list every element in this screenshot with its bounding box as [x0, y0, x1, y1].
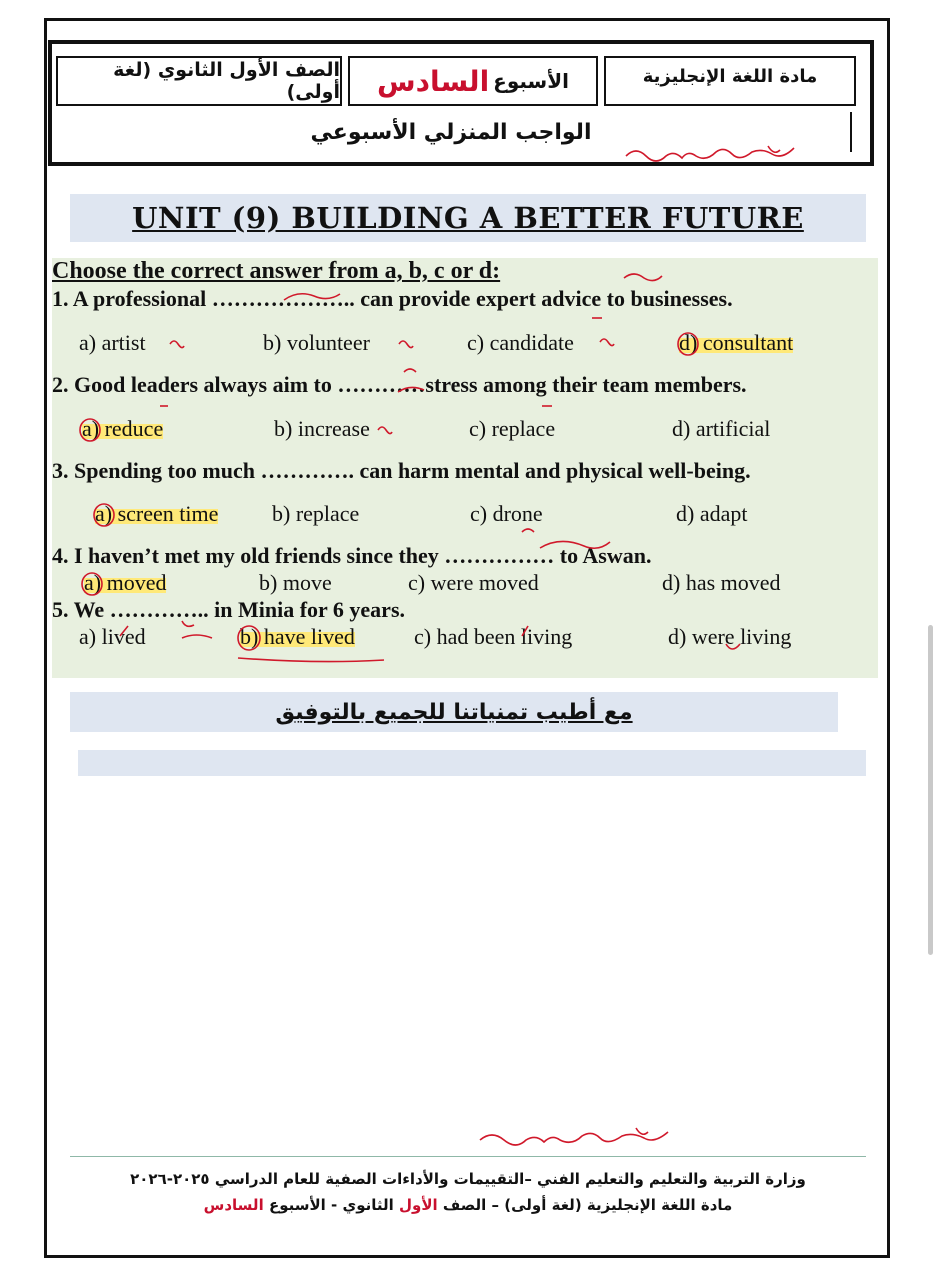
questions-area [52, 258, 878, 678]
teacher-signature-bottom [476, 1122, 676, 1152]
footer-week-label: الثانوي - الأسبوع [268, 1196, 394, 1214]
scrollbar[interactable] [928, 625, 933, 955]
q3-option-a[interactable]: a) screen time [95, 501, 219, 526]
q4-option-c[interactable]: c) were moved [408, 570, 539, 595]
week-prefix: الأسبوع [493, 69, 569, 93]
instructions: Choose the correct answer from a, b, c or d: [52, 258, 501, 284]
closing-text: مع أطيب تمنياتنا للجميع بالتوفيق [275, 699, 633, 725]
q3-option-c[interactable]: c) drone [470, 501, 543, 526]
grade-cell [56, 56, 342, 106]
footer-line-2 [70, 1196, 866, 1214]
q5-option-b[interactable]: b) have lived [240, 624, 355, 649]
q2-option-a[interactable]: a) reduce [82, 416, 164, 441]
question-5: 5. We ………….. in Minia for 6 years. [52, 597, 406, 622]
q5-option-a[interactable]: a) lived [79, 624, 146, 649]
week-name: السادس [377, 64, 490, 98]
q5-option-c[interactable]: c) had been living [414, 624, 573, 649]
q1-option-d[interactable]: d) consultant [679, 330, 794, 355]
q1-option-a[interactable]: a) artist [79, 330, 146, 355]
header-box [48, 40, 874, 166]
footer-grade: الأول [399, 1196, 438, 1214]
q2-option-c[interactable]: c) replace [469, 416, 556, 441]
q2-option-b[interactable]: b) increase [274, 416, 370, 441]
q4-option-b[interactable]: b) move [259, 570, 332, 595]
q2-option-d[interactable]: d) artificial [672, 416, 771, 441]
question-1: 1. A professional ……………….. can provide expert advice to businesses. [52, 286, 733, 311]
footer-rule [70, 1156, 866, 1157]
footer-subject: مادة اللغة الإنجليزية (لغة أولى) – الصف [442, 1196, 733, 1214]
q4-option-d[interactable]: d) has moved [662, 570, 781, 595]
unit-band [70, 194, 866, 242]
grade-label: الصف الأول الثانوي (لغة أولى) [113, 59, 340, 103]
q3-option-d[interactable]: d) adapt [676, 501, 748, 526]
question-3: 3. Spending too much …………. can harm mental and physical well-being. [52, 458, 751, 483]
footer-week-name: السادس [203, 1196, 264, 1214]
header-row [56, 56, 856, 108]
question-4: 4. I haven’t met my old friends since they …………… to Aswan. [52, 543, 652, 568]
homework-title: الواجب المنزلي الأسبوعي [310, 119, 592, 145]
week-cell [348, 56, 598, 106]
q4-option-a[interactable]: a) moved [84, 570, 167, 595]
footer-line-1: وزارة التربية والتعليم والتعليم الفني –التقييمات والأداءات الصفية للعام الدراسي ٢٠٢٥-٢٠٢٦ [130, 1170, 806, 1188]
subject-cell [604, 56, 856, 106]
subject-label: مادة اللغة الإنجليزية [642, 66, 818, 87]
question-2: 2. Good leaders always aim to …………stress among their team members. [52, 372, 747, 397]
empty-band [78, 750, 866, 776]
closing-band [70, 692, 838, 732]
unit-title: UNIT (9) BUILDING A BETTER FUTURE [132, 201, 804, 235]
q3-option-b[interactable]: b) replace [272, 501, 360, 526]
q5-option-d[interactable]: d) were living [668, 624, 792, 649]
q1-option-b[interactable]: b) volunteer [263, 330, 370, 355]
pen-annotations [52, 258, 878, 678]
teacher-signature-top [618, 140, 818, 166]
q1-option-c[interactable]: c) candidate [467, 330, 574, 355]
